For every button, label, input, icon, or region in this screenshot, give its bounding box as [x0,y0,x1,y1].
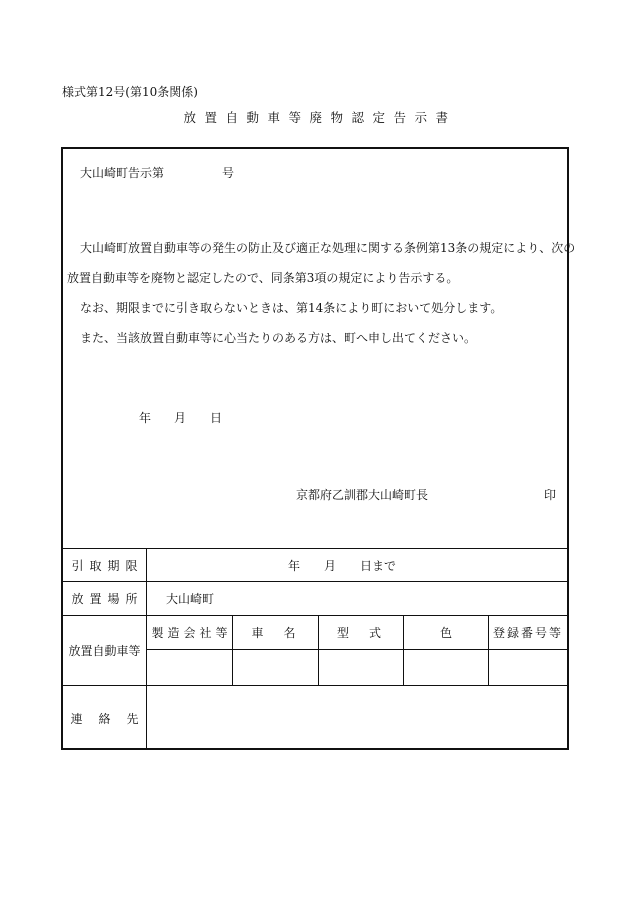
vehicle-col-color-header: 色 [404,616,488,650]
notice-number-suffix: 号 [222,166,235,180]
vehicle-registration-field[interactable] [489,650,567,685]
vehicle-col-registration-header: 登録番号等 [489,616,567,650]
vehicle-col-name [232,616,318,685]
notice-body [67,239,576,359]
notice-paragraph-1-cont: 放置自動車等を廃物と認定したので、同条第3項の規定により告示する。 [67,271,459,285]
document-frame [61,147,576,750]
vehicle-col-name-header: 車 名 [233,616,318,650]
notice-number [80,164,234,181]
date-day: 日 [210,411,223,425]
vehicle-col-maker [147,616,232,685]
contact-field[interactable] [147,686,567,750]
notice-paragraph-1: 大山崎町放置自動車等の発生の防止及び適正な処理に関する条例第13条の規定により、次の [80,241,576,255]
vehicle-col-maker-header: 製造会社等 [147,616,232,650]
issuer-name: 京都府乙訓郡大山崎町長 [296,488,429,502]
location-label: 放置場所 [63,582,147,615]
vehicle-color-field[interactable] [404,650,488,685]
vehicle-label: 放置自動車等 [63,616,147,685]
vehicle-name-field[interactable] [233,650,318,685]
vehicle-col-model [318,616,403,685]
form-label: 様式第12号(第10条関係) [62,85,198,99]
pickup-deadline-field[interactable] [147,549,567,581]
vehicle-col-color [403,616,488,685]
row-pickup-deadline [63,548,567,581]
seal-mark: 印 [544,488,557,502]
notice-paragraph-3: また、当該放置自動車等に心当たりのある方は、町へ申し出てください。 [80,331,477,345]
deadline-month: 月 [323,558,336,573]
vehicle-maker-field[interactable] [147,650,232,685]
row-location [63,581,567,615]
vehicle-grid [147,616,567,685]
location-value: 大山崎町 [166,592,215,606]
notice-paragraph-2: なお、期限までに引き取らないときは、第14条により町において処分します。 [80,301,503,315]
deadline-year: 年 [287,558,300,573]
date-month: 月 [174,411,187,425]
vehicle-col-registration [488,616,567,685]
row-contact [63,685,567,750]
location-field[interactable] [147,582,567,615]
vehicle-col-model-header: 型 式 [319,616,403,650]
pickup-deadline-label: 引取期限 [63,549,147,581]
date-year: 年 [139,411,152,425]
notice-date [139,409,222,426]
row-vehicle [63,615,567,685]
document-title: 放置自動車等廃物認定告示書 [183,110,457,125]
vehicle-model-field[interactable] [319,650,403,685]
notice-number-prefix: 大山崎町告示第 [80,166,165,180]
deadline-day: 日まで [359,558,396,573]
contact-label: 連絡先 [63,686,147,750]
